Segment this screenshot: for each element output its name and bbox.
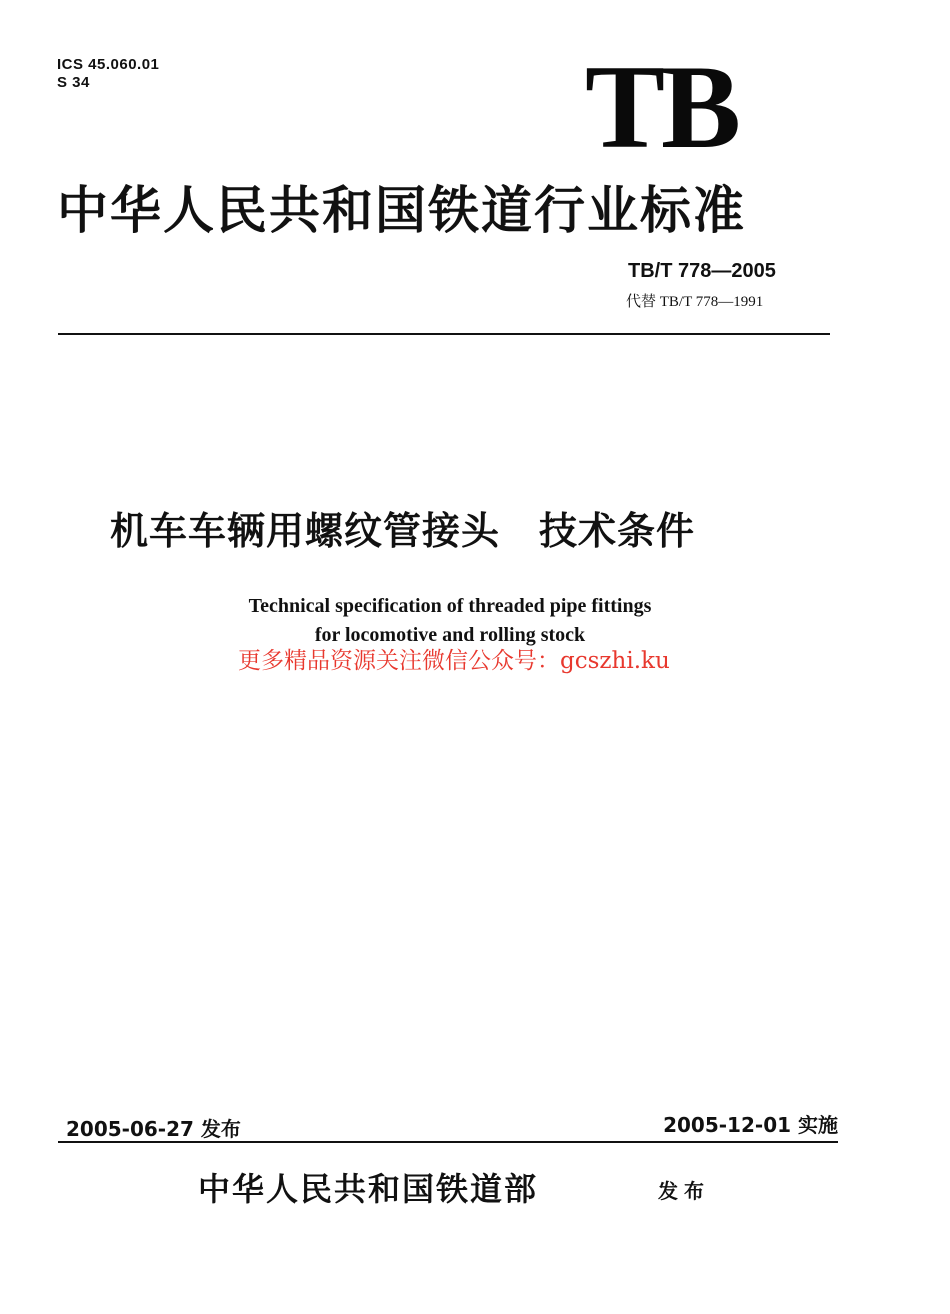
issuer-verb: 发布	[658, 1179, 710, 1203]
classification-codes	[57, 56, 159, 92]
standard-number: TB/T 778—2005	[628, 260, 776, 282]
standard-org-title: 中华人民共和国铁道行业标准	[57, 182, 747, 241]
issuer: 中华人民共和国铁道部	[198, 1170, 539, 1208]
top-divider	[58, 333, 830, 335]
bottom-divider	[58, 1141, 838, 1143]
issue-date: 2005-06-27 发布	[66, 1117, 241, 1141]
watermark-text: 更多精品资源关注微信公众号：gcszhi.ku	[238, 648, 670, 674]
document-title-cn: 机车车辆用螺纹管接头 技术条件	[110, 509, 696, 553]
title-en-line-2: for locomotive and rolling stock	[314, 624, 586, 646]
class-code: S 34	[57, 74, 90, 91]
document-title-en	[180, 592, 720, 650]
ics-code: ICS 45.060.01	[57, 56, 160, 73]
title-en-line-1: Technical specification of threaded pipe fittings	[248, 595, 652, 617]
replaces-standard: 代替 TB/T 778—1991	[626, 294, 764, 310]
tb-logo: TB	[585, 40, 738, 173]
implementation-date: 2005-12-01 实施	[663, 1113, 838, 1137]
